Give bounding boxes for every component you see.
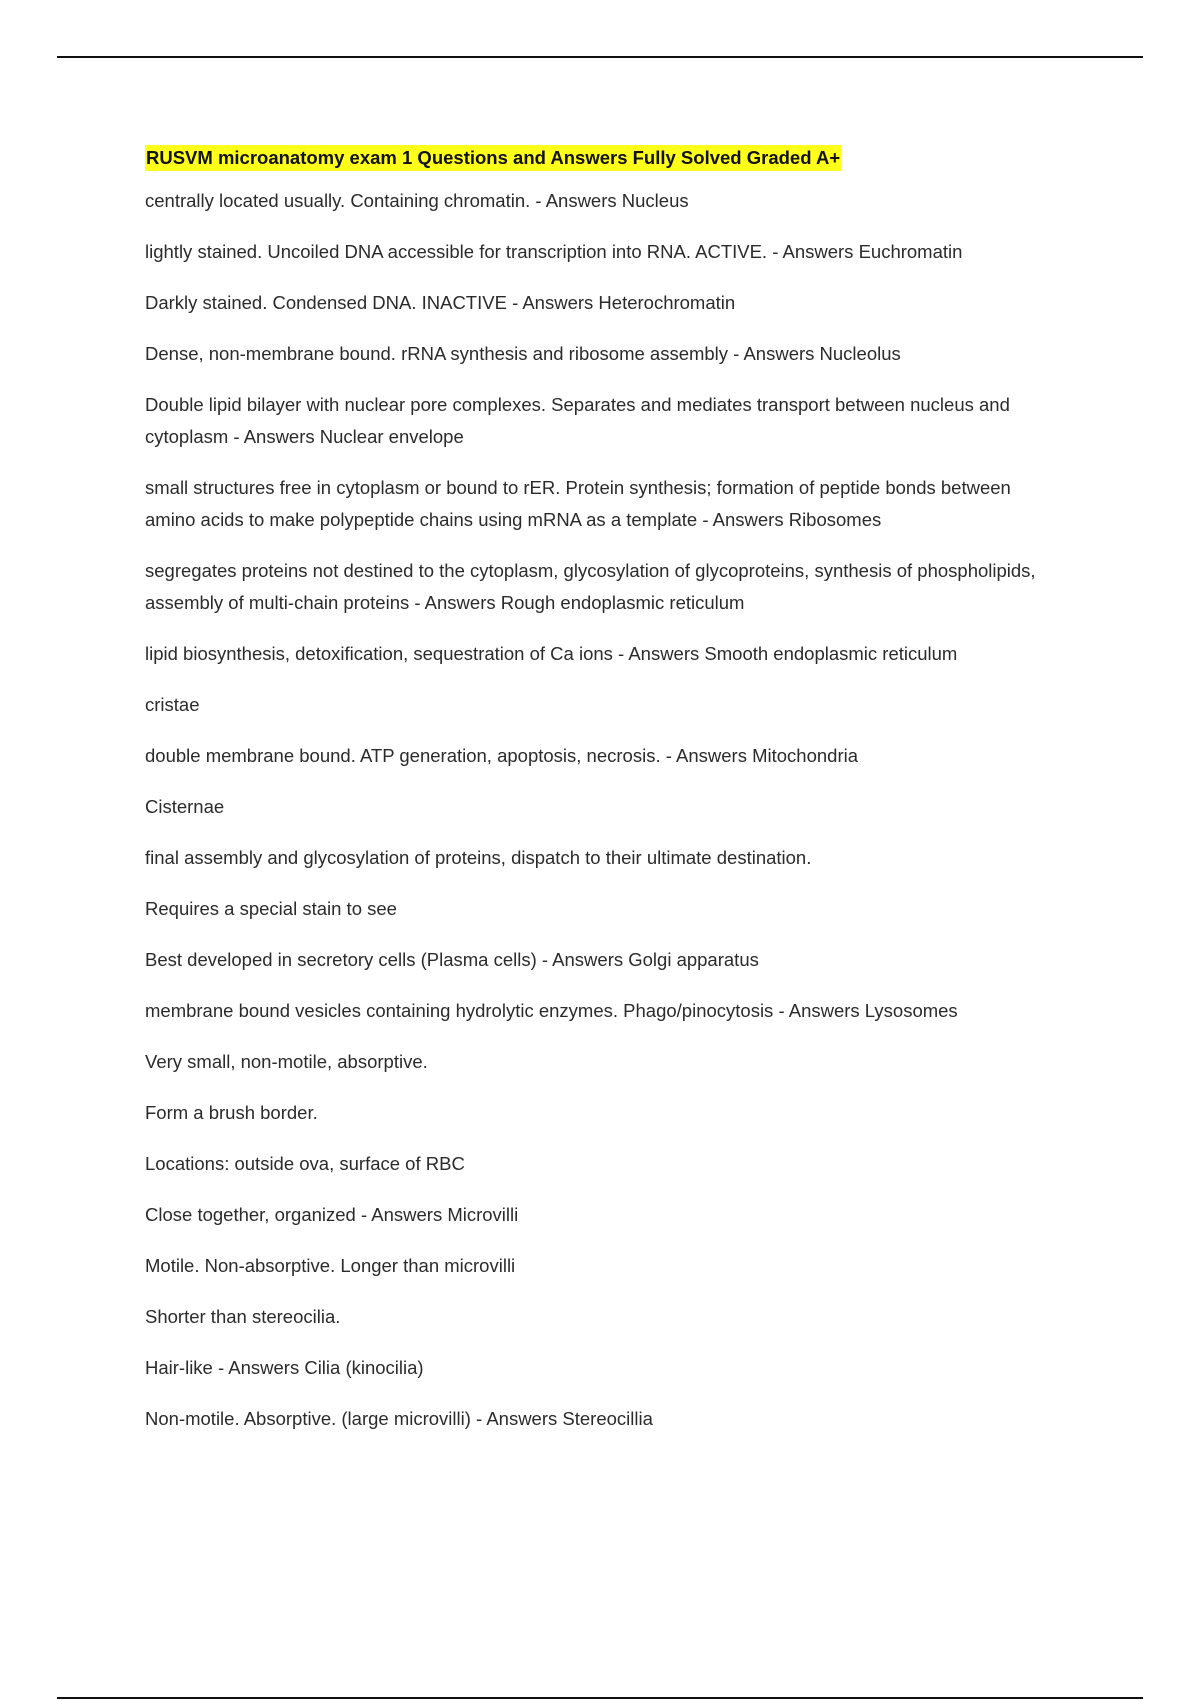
top-rule: [57, 56, 1143, 58]
text-line: final assembly and glycosylation of proteins, dispatch to their ultimate destination.: [145, 847, 812, 868]
text-line: segregates proteins not destined to the cytoplasm, glycosylation of glycoproteins, synthesis of phospholipids, assembly of multi-chain proteins - Answers Rough endoplasmic reticulum: [145, 560, 1036, 613]
line-list: [145, 185, 1065, 1435]
text-line: membrane bound vesicles containing hydrolytic enzymes. Phago/pinocytosis - Answers Lysosomes: [145, 1000, 958, 1021]
text-line: Hair-like - Answers Cilia (kinocilia): [145, 1357, 424, 1378]
text-line: cristae: [145, 694, 200, 715]
text-line: Best developed in secretory cells (Plasma cells) - Answers Golgi apparatus: [145, 949, 759, 970]
text-line: Cisternae: [145, 796, 225, 817]
text-line: Locations: outside ova, surface of RBC: [145, 1153, 465, 1174]
text-line: Requires a special stain to see: [145, 898, 397, 919]
text-line: Shorter than stereocilia.: [145, 1306, 341, 1327]
text-line: lipid biosynthesis, detoxification, sequestration of Ca ions - Answers Smooth endoplasmic reticulum: [145, 643, 958, 664]
text-line: Very small, non-motile, absorptive.: [145, 1051, 428, 1072]
text-line: Form a brush border.: [145, 1102, 318, 1123]
document-title: RUSVM microanatomy exam 1 Questions and Answers Fully Solved Graded A+: [145, 145, 841, 171]
text-line: centrally located usually. Containing chromatin. - Answers Nucleus: [145, 190, 689, 211]
text-line: Dense, non-membrane bound. rRNA synthesis and ribosome assembly - Answers Nucleolus: [145, 343, 901, 364]
text-line: Double lipid bilayer with nuclear pore complexes. Separates and mediates transport between nucleus and cytoplasm - Answers Nuclear envelope: [145, 394, 1010, 447]
bottom-rule: [57, 1697, 1143, 1699]
text-line: Darkly stained. Condensed DNA. INACTIVE - Answers Heterochromatin: [145, 292, 736, 313]
document-body: [145, 145, 1065, 1454]
text-line: small structures free in cytoplasm or bound to rER. Protein synthesis; formation of peptide bonds between amino acids to make polypeptide chains using mRNA as a template - Answers Ribosomes: [145, 477, 1011, 530]
text-line: Motile. Non-absorptive. Longer than microvilli: [145, 1255, 516, 1276]
text-line: Close together, organized - Answers Microvilli: [145, 1204, 519, 1225]
text-line: double membrane bound. ATP generation, apoptosis, necrosis. - Answers Mitochondria: [145, 745, 858, 766]
text-line: Non-motile. Absorptive. (large microvilli) - Answers Stereocillia: [145, 1408, 653, 1429]
text-line: lightly stained. Uncoiled DNA accessible for transcription into RNA. ACTIVE. - Answers Euchromatin: [145, 241, 963, 262]
